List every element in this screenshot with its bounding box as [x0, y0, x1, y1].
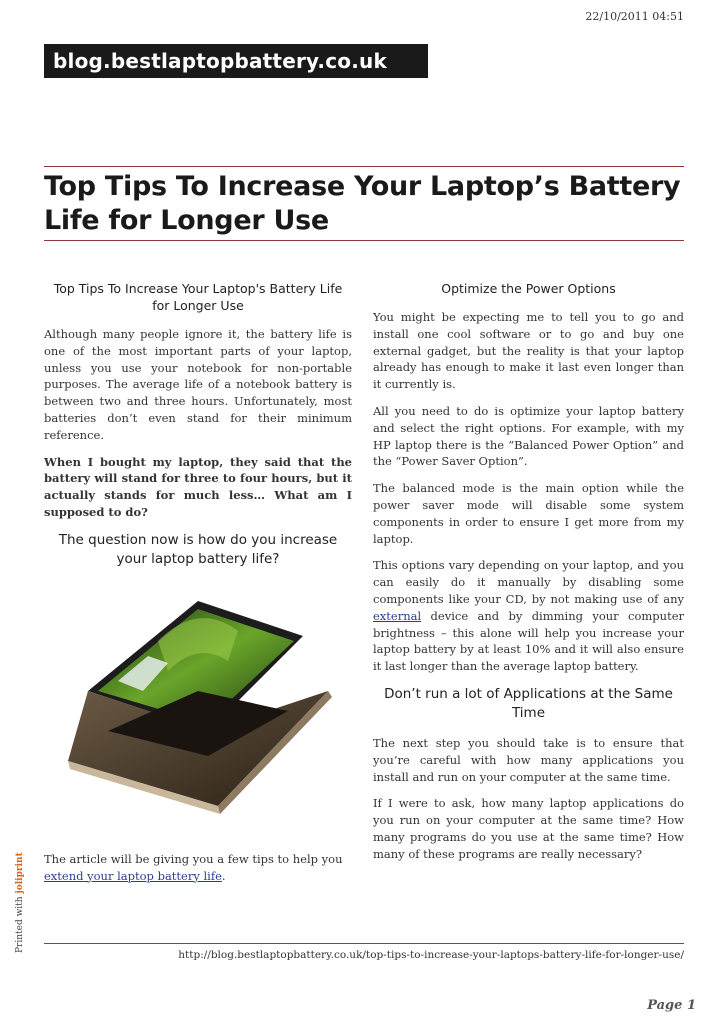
left-column — [44, 280, 352, 894]
joliprint-logo[interactable]: joliprint — [15, 852, 25, 894]
right-column — [373, 280, 684, 873]
right-heading: Optimize the Power Options — [441, 281, 616, 296]
footer-rule — [44, 943, 684, 944]
left-heading: Top Tips To Increase Your Laptop's Battery Life for Longer Use — [53, 281, 343, 313]
article-title: Top Tips To Increase Your Laptop’s Battery Life for Longer Use — [44, 171, 681, 236]
site-name-banner[interactable]: blog.bestlaptopbattery.co.uk — [44, 44, 428, 78]
para4-end: device and by dimming your computer brightness – this alone will help you increase your laptop battery by at least 10% and it will also ensure it last longer than the average laptop battery. — [373, 608, 685, 674]
closing-end: . — [221, 868, 226, 883]
question-heading: The question now is how do you increase your laptop battery life? — [58, 531, 338, 567]
printed-with-label — [4, 820, 34, 953]
laptop-photo-icon — [48, 581, 348, 831]
external-link[interactable]: external — [373, 608, 422, 623]
right-paragraph-6: If I were to ask, how many laptop applications do you run on your computer at the same time? How many programs do you use at the same time? How many of these programs are really necessary? — [373, 796, 684, 861]
right-paragraph-3: The balanced mode is the main option while the power saver mode will disable some system components in order to ensure I get more from my laptop. — [373, 481, 684, 546]
left-paragraph-1: Although many people ignore it, the battery life is one of the most important parts of your laptop, unless you use your notebook for non-portable purposes. The average life of a notebook battery is between two and three hours. Unfortunately, most batteries don’t even stand for their minimum reference. — [44, 327, 352, 442]
printed-with-text: Printed with — [15, 896, 25, 953]
page-number: Page 1 — [647, 998, 696, 1013]
title-bottom-rule — [44, 240, 684, 241]
right-paragraph-4 — [373, 557, 684, 675]
print-timestamp: 22/10/2011 04:51 — [585, 10, 684, 23]
closing-text: The article will be giving you a few tips to help you — [44, 851, 343, 866]
closing-paragraph — [44, 851, 352, 885]
right-paragraph-5: The next step you should take is to ensure that you’re careful with how many applications you install and run on your computer at the same time. — [373, 735, 684, 784]
title-top-rule — [44, 166, 684, 167]
right-paragraph-1: You might be expecting me to tell you to go and install one cool software or to go and buy one external gadget, but the reality is that your laptop already has enough to make it last even longer than it currently is. — [373, 310, 684, 392]
para4-start: This options vary depending on your laptop, and you can easily do it manually by disabling some components like your CD, by not making use of any — [373, 558, 684, 606]
right-heading-2: Don’t run a lot of Applications at the Same Time — [384, 685, 673, 721]
footer-url[interactable]: http://blog.bestlaptopbattery.co.uk/top-tips-to-increase-your-laptops-battery-life-for-longer-use/ — [178, 949, 684, 961]
right-paragraph-2: All you need to do is optimize your laptop battery and select the right options. For example, with my HP laptop there is the “Balanced Power Option” and the “Power Saver Option”. — [373, 403, 684, 469]
extend-battery-link[interactable]: extend your laptop battery life — [44, 868, 222, 883]
left-paragraph-2: When I bought my laptop, they said that the battery will stand for three to four hours, but it actually stands for much less… What am I supposed to do? — [44, 454, 352, 519]
